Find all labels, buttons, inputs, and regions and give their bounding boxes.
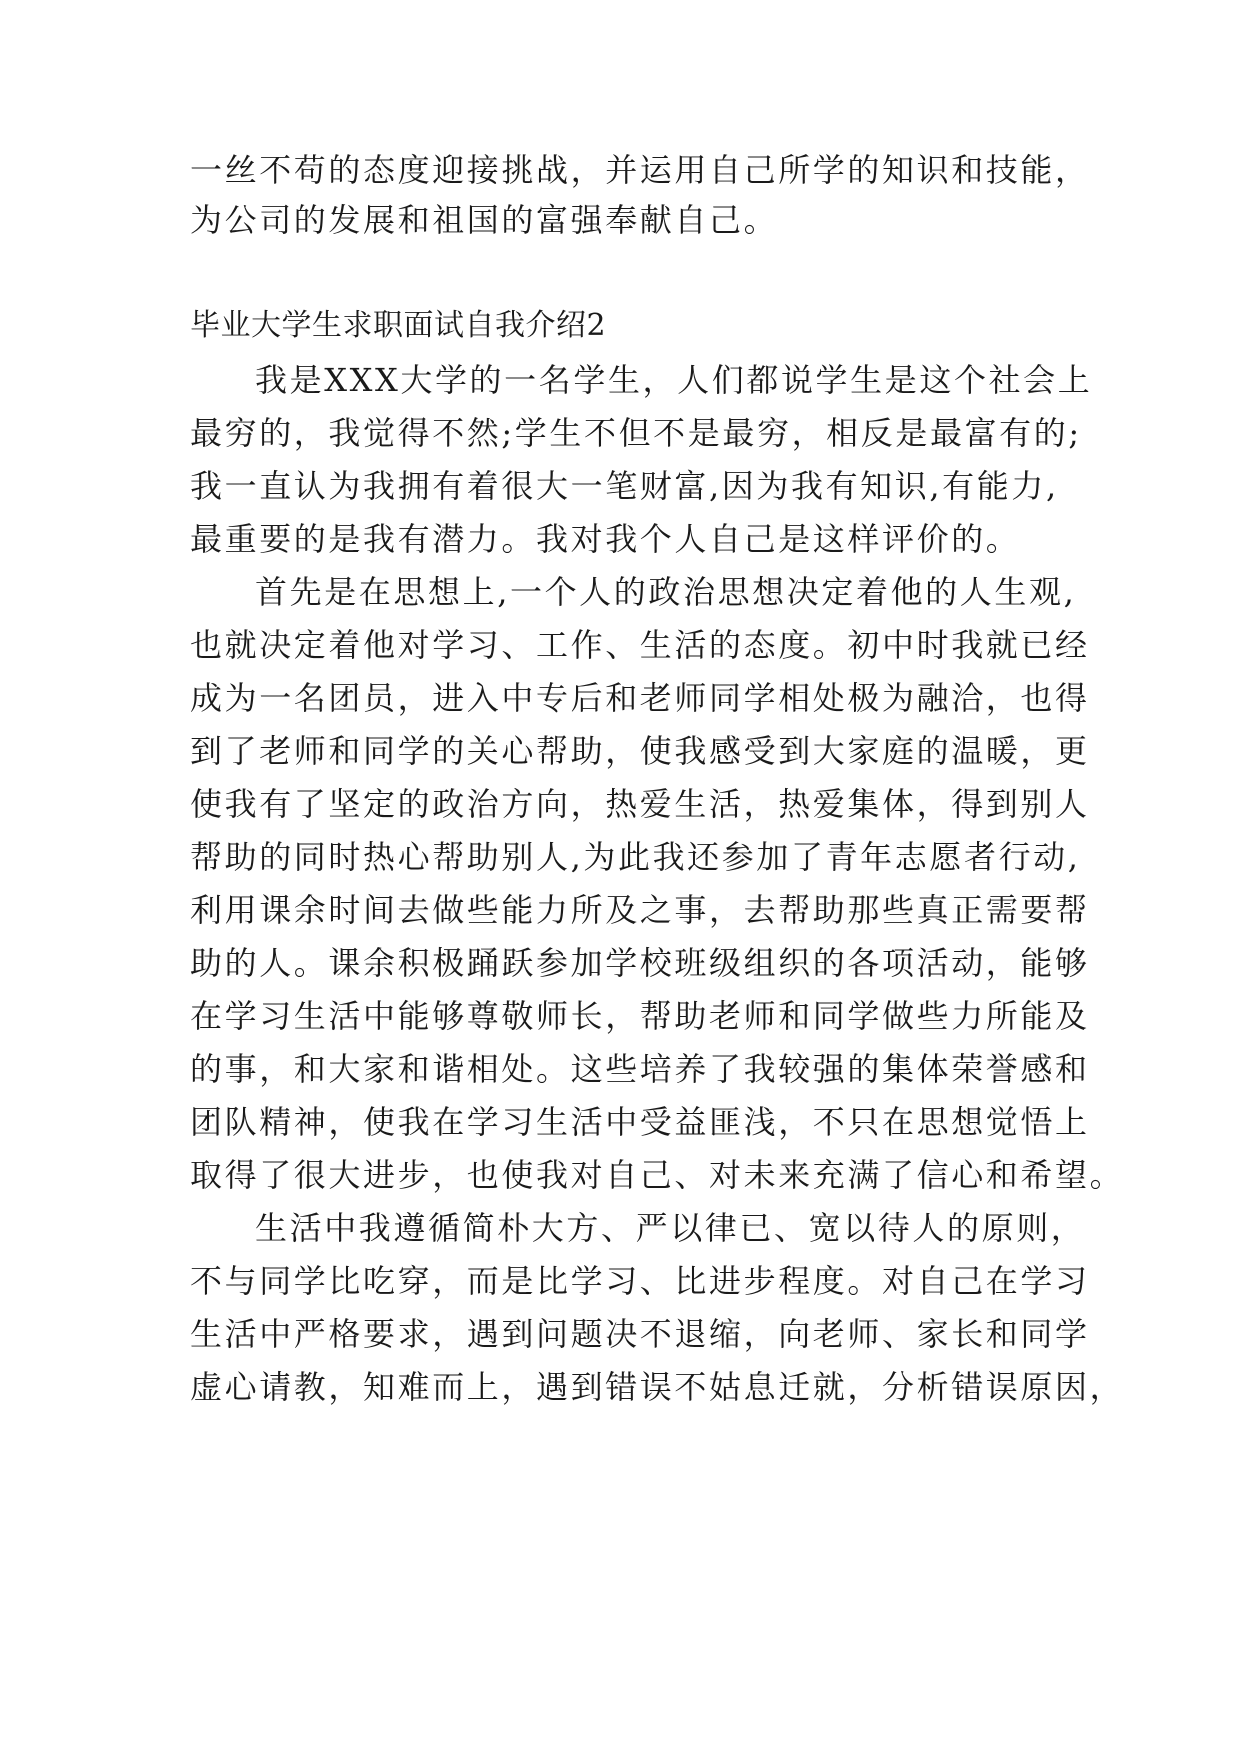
text-line: 使我有了坚定的政治方向，热爱生活，热爱集体，得到别人 (190, 785, 1090, 823)
text-line: 一丝不苟的态度迎接挑战，并运用自己所学的知识和技能， (190, 151, 1090, 189)
text-line: 最穷的，我觉得不然;学生不但不是最穷，相反是最富有的; (190, 414, 1082, 452)
text-line: 生活中我遵循简朴大方、严以律已、宽以待人的原则， (255, 1209, 1086, 1247)
text-line: 的事，和大家和谐相处。这些培养了我较强的集体荣誉感和 (190, 1050, 1090, 1088)
text-line: 到了老师和同学的关心帮助，使我感受到大家庭的温暖，更 (190, 732, 1090, 770)
section-heading: 毕业大学生求职面试自我介绍2 (190, 308, 607, 343)
text-line: 利用课余时间去做些能力所及之事，去帮助那些真正需要帮 (190, 891, 1090, 929)
text-line: 为公司的发展和祖国的富强奉献自己。 (190, 201, 779, 239)
text-line: 最重要的是我有潜力。我对我个人自己是这样评价的。 (190, 520, 1021, 558)
text-line: 在学习生活中能够尊敬师长，帮助老师和同学做些力所能及 (190, 997, 1090, 1035)
text-line: 取得了很大进步，也使我对自己、对未来充满了信心和希望。 (190, 1156, 1125, 1194)
text-line: 助的人。课余积极踊跃参加学校班级组织的各项活动，能够 (190, 944, 1090, 982)
text-line: 也就决定着他对学习、工作、生活的态度。初中时我就已经 (190, 626, 1090, 664)
text-line: 成为一名团员，进入中专后和老师同学相处极为融洽，也得 (190, 679, 1090, 717)
text-line: 虚心请教，知难而上，遇到错误不姑息迁就，分析错误原因， (190, 1368, 1125, 1406)
text-line: 我一直认为我拥有着很大一笔财富,因为我有知识,有能力, (190, 467, 1059, 505)
text-line: 帮助的同时热心帮助别人,为此我还参加了青年志愿者行动, (190, 838, 1081, 876)
text-line: 不与同学比吃穿，而是比学习、比进步程度。对自己在学习 (190, 1262, 1090, 1300)
text-line: 团队精神，使我在学习生活中受益匪浅，不只在思想觉悟上 (190, 1103, 1090, 1141)
text-line: 生活中严格要求，遇到问题决不退缩，向老师、家长和同学 (190, 1315, 1090, 1353)
text-line: 首先是在思想上,一个人的政治思想决定着他的人生观, (255, 573, 1077, 611)
text-line: 我是XXX大学的一名学生，人们都说学生是这个社会上 (255, 361, 1093, 399)
